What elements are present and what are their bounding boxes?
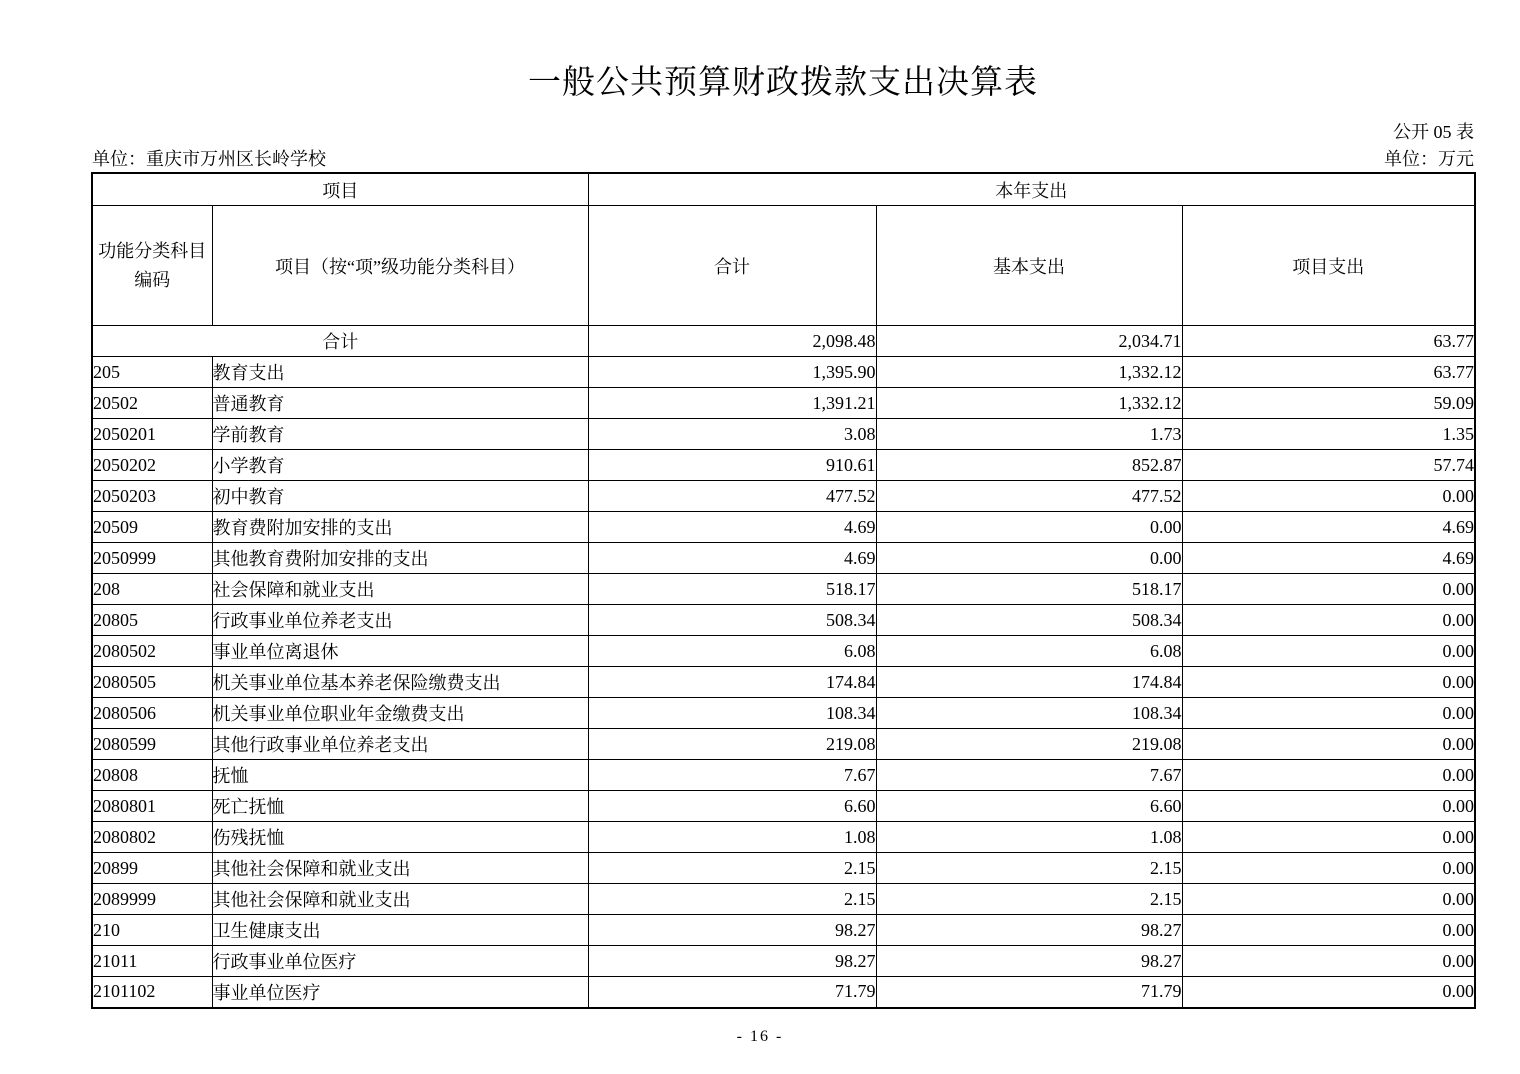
total-cell: 1.08 <box>588 822 876 853</box>
basic-cell: 7.67 <box>876 760 1182 791</box>
project-cell: 0.00 <box>1182 667 1475 698</box>
name-cell: 小学教育 <box>212 450 588 481</box>
name-cell: 伤残抚恤 <box>212 822 588 853</box>
basic-cell: 6.60 <box>876 791 1182 822</box>
basic-cell: 71.79 <box>876 977 1182 1008</box>
total-cell: 6.60 <box>588 791 876 822</box>
total-cell: 4.69 <box>588 512 876 543</box>
basic-cell: 108.34 <box>876 698 1182 729</box>
basic-cell: 1,332.12 <box>876 357 1182 388</box>
code-cell: 2080801 <box>92 791 212 822</box>
table-row <box>92 543 1475 574</box>
basic-cell: 219.08 <box>876 729 1182 760</box>
code-cell: 2050999 <box>92 543 212 574</box>
expenditure-table <box>91 172 1476 1009</box>
basic-cell: 98.27 <box>876 946 1182 977</box>
total-cell: 1,391.21 <box>588 388 876 419</box>
project-cell: 57.74 <box>1182 450 1475 481</box>
code-cell: 2050203 <box>92 481 212 512</box>
header-item-column: 项目（按“项”级功能分类科目） <box>212 206 588 326</box>
table-row <box>92 636 1475 667</box>
total-cell: 508.34 <box>588 605 876 636</box>
table-row <box>92 698 1475 729</box>
basic-cell: 0.00 <box>876 543 1182 574</box>
table-row <box>92 574 1475 605</box>
total-cell: 174.84 <box>588 667 876 698</box>
basic-cell: 477.52 <box>876 481 1182 512</box>
total-cell: 3.08 <box>588 419 876 450</box>
table-row <box>92 946 1475 977</box>
project-cell: 0.00 <box>1182 915 1475 946</box>
name-cell: 死亡抚恤 <box>212 791 588 822</box>
basic-cell: 852.87 <box>876 450 1182 481</box>
project-cell: 1.35 <box>1182 419 1475 450</box>
header-code-line1: 功能分类科目 <box>98 240 207 261</box>
project-cell: 0.00 <box>1182 884 1475 915</box>
project-cell: 0.00 <box>1182 791 1475 822</box>
header-code-column <box>92 206 212 326</box>
table-code-label: 公开 05 表 <box>1393 122 1474 142</box>
basic-cell: 1.08 <box>876 822 1182 853</box>
project-cell: 0.00 <box>1182 760 1475 791</box>
grand-total-basic-cell: 2,034.71 <box>876 326 1182 357</box>
name-cell: 机关事业单位基本养老保险缴费支出 <box>212 667 588 698</box>
name-cell: 行政事业单位养老支出 <box>212 605 588 636</box>
code-cell: 2080506 <box>92 698 212 729</box>
name-cell: 事业单位医疗 <box>212 977 588 1008</box>
total-cell: 518.17 <box>588 574 876 605</box>
grand-total-row <box>92 326 1475 357</box>
code-cell: 2050201 <box>92 419 212 450</box>
basic-cell: 0.00 <box>876 512 1182 543</box>
code-cell: 2050202 <box>92 450 212 481</box>
table-row <box>92 915 1475 946</box>
code-cell: 2089999 <box>92 884 212 915</box>
name-cell: 教育支出 <box>212 357 588 388</box>
name-cell: 抚恤 <box>212 760 588 791</box>
code-cell: 20808 <box>92 760 212 791</box>
code-cell: 2101102 <box>92 977 212 1008</box>
code-cell: 205 <box>92 357 212 388</box>
total-cell: 219.08 <box>588 729 876 760</box>
project-cell: 0.00 <box>1182 605 1475 636</box>
name-cell: 事业单位离退休 <box>212 636 588 667</box>
total-cell: 2.15 <box>588 884 876 915</box>
total-cell: 2.15 <box>588 853 876 884</box>
total-cell: 6.08 <box>588 636 876 667</box>
name-cell: 其他社会保障和就业支出 <box>212 884 588 915</box>
code-cell: 210 <box>92 915 212 946</box>
code-cell: 20502 <box>92 388 212 419</box>
project-cell: 0.00 <box>1182 853 1475 884</box>
table-row <box>92 388 1475 419</box>
grand-total-project-cell: 63.77 <box>1182 326 1475 357</box>
table-row <box>92 977 1475 1008</box>
project-cell: 0.00 <box>1182 698 1475 729</box>
total-cell: 4.69 <box>588 543 876 574</box>
name-cell: 社会保障和就业支出 <box>212 574 588 605</box>
basic-cell: 1.73 <box>876 419 1182 450</box>
header-year-group: 本年支出 <box>588 173 1475 206</box>
table-row <box>92 357 1475 388</box>
code-cell: 2080802 <box>92 822 212 853</box>
name-cell: 初中教育 <box>212 481 588 512</box>
code-cell: 21011 <box>92 946 212 977</box>
header-code-line2: 编码 <box>134 269 171 290</box>
header-item-group: 项目 <box>92 173 588 206</box>
table-row <box>92 450 1475 481</box>
code-cell: 20509 <box>92 512 212 543</box>
basic-cell: 6.08 <box>876 636 1182 667</box>
total-cell: 7.67 <box>588 760 876 791</box>
project-cell: 63.77 <box>1182 357 1475 388</box>
name-cell: 卫生健康支出 <box>212 915 588 946</box>
basic-cell: 2.15 <box>876 853 1182 884</box>
table-row <box>92 760 1475 791</box>
code-cell: 2080505 <box>92 667 212 698</box>
table-row <box>92 667 1475 698</box>
basic-cell: 174.84 <box>876 667 1182 698</box>
page-title: 一般公共预算财政拨款支出决算表 <box>528 65 1038 101</box>
grand-total-sum-cell: 2,098.48 <box>588 326 876 357</box>
total-cell: 1,395.90 <box>588 357 876 388</box>
name-cell: 教育费附加安排的支出 <box>212 512 588 543</box>
total-cell: 98.27 <box>588 915 876 946</box>
basic-cell: 1,332.12 <box>876 388 1182 419</box>
name-cell: 其他教育费附加安排的支出 <box>212 543 588 574</box>
grand-total-label-cell: 合计 <box>92 326 588 357</box>
amount-unit-label: 单位：万元 <box>1384 149 1474 169</box>
total-cell: 108.34 <box>588 698 876 729</box>
header-columns-row <box>92 206 1475 326</box>
name-cell: 普通教育 <box>212 388 588 419</box>
code-cell: 208 <box>92 574 212 605</box>
code-cell: 2080599 <box>92 729 212 760</box>
org-unit-label: 单位：重庆市万州区长岭学校 <box>92 149 326 169</box>
table-row <box>92 884 1475 915</box>
name-cell: 行政事业单位医疗 <box>212 946 588 977</box>
name-cell: 机关事业单位职业年金缴费支出 <box>212 698 588 729</box>
name-cell: 学前教育 <box>212 419 588 450</box>
project-cell: 4.69 <box>1182 512 1475 543</box>
project-cell: 0.00 <box>1182 729 1475 760</box>
project-cell: 0.00 <box>1182 822 1475 853</box>
name-cell: 其他行政事业单位养老支出 <box>212 729 588 760</box>
page-number: - 16 - <box>736 1028 784 1045</box>
table-row <box>92 853 1475 884</box>
table-row <box>92 481 1475 512</box>
table-row <box>92 791 1475 822</box>
project-cell: 0.00 <box>1182 977 1475 1008</box>
table-row <box>92 419 1475 450</box>
table-row <box>92 822 1475 853</box>
project-cell: 0.00 <box>1182 481 1475 512</box>
code-cell: 2080502 <box>92 636 212 667</box>
table-row <box>92 729 1475 760</box>
table-row <box>92 605 1475 636</box>
code-cell: 20805 <box>92 605 212 636</box>
basic-cell: 2.15 <box>876 884 1182 915</box>
basic-cell: 98.27 <box>876 915 1182 946</box>
total-cell: 910.61 <box>588 450 876 481</box>
table-row <box>92 512 1475 543</box>
header-total-column: 合计 <box>588 206 876 326</box>
meta-line <box>92 145 1474 171</box>
project-cell: 0.00 <box>1182 636 1475 667</box>
project-cell: 0.00 <box>1182 574 1475 605</box>
basic-cell: 508.34 <box>876 605 1182 636</box>
project-cell: 59.09 <box>1182 388 1475 419</box>
total-cell: 71.79 <box>588 977 876 1008</box>
project-cell: 4.69 <box>1182 543 1475 574</box>
header-group-row <box>92 173 1475 206</box>
code-cell: 20899 <box>92 853 212 884</box>
project-cell: 0.00 <box>1182 946 1475 977</box>
total-cell: 98.27 <box>588 946 876 977</box>
header-project-column: 项目支出 <box>1182 206 1475 326</box>
header-basic-column: 基本支出 <box>876 206 1182 326</box>
basic-cell: 518.17 <box>876 574 1182 605</box>
total-cell: 477.52 <box>588 481 876 512</box>
name-cell: 其他社会保障和就业支出 <box>212 853 588 884</box>
